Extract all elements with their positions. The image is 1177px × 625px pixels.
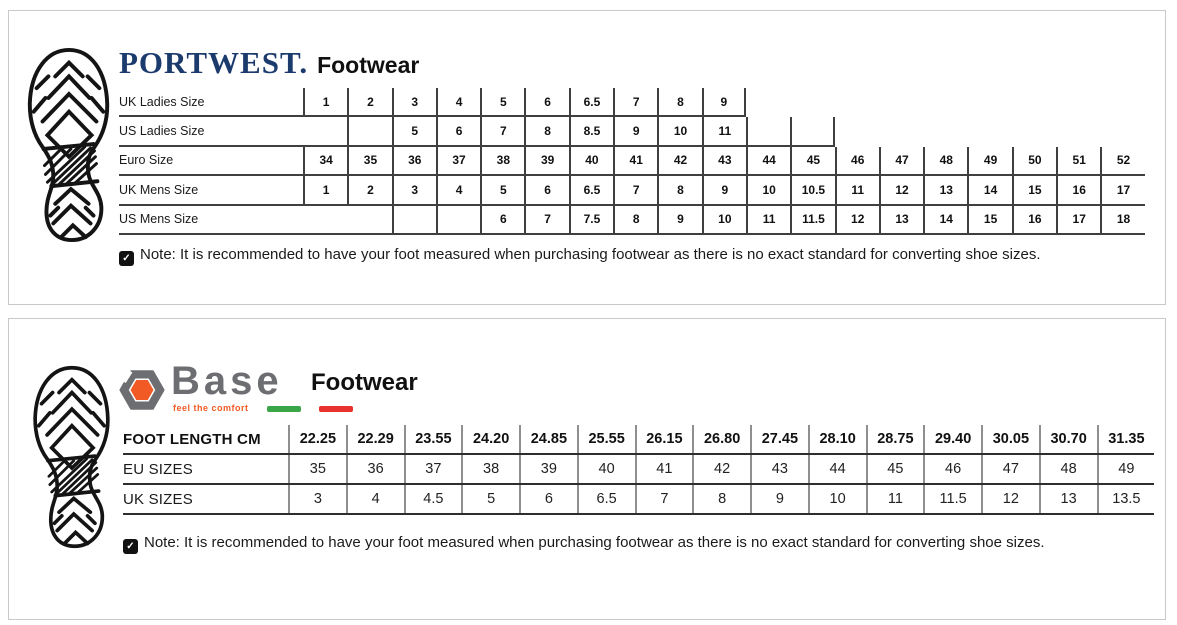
size-cell: 9 bbox=[657, 206, 701, 233]
table-row bbox=[119, 117, 835, 146]
size-cell: 9 bbox=[702, 88, 746, 115]
size-cell: 45 bbox=[790, 147, 834, 174]
size-cell: 4 bbox=[436, 176, 480, 203]
size-cell: 25.55 bbox=[577, 425, 635, 453]
size-cell: 42 bbox=[692, 455, 750, 483]
size-cell: 4 bbox=[436, 88, 480, 115]
size-cell: 11 bbox=[866, 485, 924, 513]
note-check-icon: ✓ bbox=[119, 251, 134, 266]
panel-title: Footwear bbox=[311, 369, 418, 396]
size-cell: 1 bbox=[303, 176, 347, 203]
size-cell: 13 bbox=[923, 176, 967, 203]
size-cell: 49 bbox=[967, 147, 1011, 174]
size-cell: 13.5 bbox=[1097, 485, 1155, 513]
size-cell: 35 bbox=[347, 147, 391, 174]
size-cell: 8.5 bbox=[569, 117, 613, 144]
size-cell: 2 bbox=[347, 88, 391, 115]
size-cell: 43 bbox=[702, 147, 746, 174]
size-cell: 8 bbox=[524, 117, 568, 144]
size-cell: 26.15 bbox=[635, 425, 693, 453]
size-cell: 5 bbox=[480, 88, 524, 115]
size-cell: 38 bbox=[480, 147, 524, 174]
size-cell: 14 bbox=[967, 176, 1011, 203]
row-label: UK Mens Size bbox=[119, 182, 199, 197]
table-row bbox=[119, 176, 1145, 205]
size-cell: 11.5 bbox=[790, 206, 834, 233]
size-cell: 11 bbox=[702, 117, 746, 144]
size-cell: 2 bbox=[347, 176, 391, 203]
size-cell: 1 bbox=[303, 88, 347, 115]
size-cell: 3 bbox=[392, 88, 436, 115]
table-row bbox=[123, 455, 1154, 485]
size-cell bbox=[746, 117, 790, 144]
size-cell: 31.35 bbox=[1097, 425, 1155, 453]
size-cell bbox=[790, 117, 834, 144]
tagline-text: feel the comfort bbox=[173, 403, 249, 413]
size-cell: 30.05 bbox=[981, 425, 1039, 453]
size-cell: 44 bbox=[746, 147, 790, 174]
row-label: US Ladies Size bbox=[119, 124, 205, 139]
portwest-size-chart-panel bbox=[8, 10, 1166, 305]
size-cell: 28.10 bbox=[808, 425, 866, 453]
portwest-size-table bbox=[119, 88, 1145, 235]
size-cell: 5 bbox=[461, 485, 519, 513]
row-label: UK SIZES bbox=[123, 490, 193, 508]
size-cell: 41 bbox=[613, 147, 657, 174]
size-cell: 11 bbox=[835, 176, 879, 203]
size-cell: 6 bbox=[524, 176, 568, 203]
row-label: UK Ladies Size bbox=[119, 94, 205, 109]
size-cell: 9 bbox=[613, 117, 657, 144]
size-cell: 16 bbox=[1012, 206, 1056, 233]
size-cell: 18 bbox=[1100, 206, 1144, 233]
table-row bbox=[119, 147, 1145, 176]
size-cell: 38 bbox=[461, 455, 519, 483]
size-cell: 6 bbox=[436, 117, 480, 144]
size-cell: 11 bbox=[746, 206, 790, 233]
table-row bbox=[123, 425, 1154, 455]
base-tagline bbox=[173, 403, 353, 413]
base-logo: Base bbox=[171, 359, 283, 403]
note-text: Note: It is recommended to have your foot measured when purchasing footwear as there is no exact standard for converting shoe sizes. bbox=[144, 534, 1045, 551]
size-cell: 23.55 bbox=[404, 425, 462, 453]
size-cell: 22.29 bbox=[346, 425, 404, 453]
portwest-header bbox=[119, 45, 419, 81]
portwest-logo: PORTWEST. bbox=[119, 45, 309, 80]
size-cell: 46 bbox=[923, 455, 981, 483]
size-cell: 27.45 bbox=[750, 425, 808, 453]
size-cell: 8 bbox=[613, 206, 657, 233]
size-cell: 12 bbox=[879, 176, 923, 203]
note bbox=[123, 534, 1044, 554]
panel-title: Footwear bbox=[317, 52, 420, 78]
base-hexagon-icon bbox=[119, 367, 165, 413]
size-cell: 4 bbox=[346, 485, 404, 513]
size-cell: 51 bbox=[1056, 147, 1100, 174]
size-cell: 15 bbox=[1012, 176, 1056, 203]
table-row bbox=[119, 88, 746, 117]
size-cell: 7 bbox=[613, 176, 657, 203]
size-cell: 10 bbox=[746, 176, 790, 203]
row-label: Euro Size bbox=[119, 153, 174, 168]
size-cell: 49 bbox=[1097, 455, 1155, 483]
size-cell: 42 bbox=[657, 147, 701, 174]
size-cell: 6.5 bbox=[569, 176, 613, 203]
size-cell: 10 bbox=[657, 117, 701, 144]
size-cell: 39 bbox=[519, 455, 577, 483]
size-cell: 34 bbox=[303, 147, 347, 174]
size-cell: 14 bbox=[923, 206, 967, 233]
size-cell bbox=[347, 117, 391, 144]
base-size-table bbox=[123, 425, 1154, 515]
size-cell: 6 bbox=[519, 485, 577, 513]
note-check-icon: ✓ bbox=[123, 539, 138, 554]
shoe-sole-print-icon bbox=[29, 365, 113, 549]
size-cell: 15 bbox=[967, 206, 1011, 233]
row-label: FOOT LENGTH CM bbox=[123, 430, 261, 448]
size-cell: 7.5 bbox=[569, 206, 613, 233]
size-cell: 5 bbox=[392, 117, 436, 144]
size-cell: 28.75 bbox=[866, 425, 924, 453]
size-cell: 46 bbox=[835, 147, 879, 174]
size-cell: 7 bbox=[524, 206, 568, 233]
size-cell: 48 bbox=[1039, 455, 1097, 483]
size-cell: 22.25 bbox=[288, 425, 346, 453]
size-cell: 9 bbox=[702, 176, 746, 203]
note-text: Note: It is recommended to have your foot measured when purchasing footwear as there is no exact standard for converting shoe sizes. bbox=[140, 246, 1041, 263]
size-cell: 8 bbox=[657, 88, 701, 115]
size-cell: 8 bbox=[657, 176, 701, 203]
size-cell: 39 bbox=[524, 147, 568, 174]
size-cell: 10 bbox=[808, 485, 866, 513]
size-cell: 12 bbox=[835, 206, 879, 233]
size-cell: 6 bbox=[480, 206, 524, 233]
size-cell: 35 bbox=[288, 455, 346, 483]
size-cell: 26.80 bbox=[692, 425, 750, 453]
note bbox=[119, 246, 1040, 266]
size-cell: 6.5 bbox=[569, 88, 613, 115]
size-cell: 10 bbox=[702, 206, 746, 233]
flag-green-bar bbox=[267, 406, 301, 412]
size-cell: 44 bbox=[808, 455, 866, 483]
size-cell: 41 bbox=[635, 455, 693, 483]
table-row bbox=[123, 485, 1154, 515]
size-cell: 7 bbox=[480, 117, 524, 144]
size-cell: 3 bbox=[392, 176, 436, 203]
size-cell: 13 bbox=[879, 206, 923, 233]
size-cell: 3 bbox=[288, 485, 346, 513]
size-cell: 40 bbox=[569, 147, 613, 174]
size-cell: 13 bbox=[1039, 485, 1097, 513]
size-cell: 5 bbox=[480, 176, 524, 203]
table-row bbox=[119, 206, 1145, 235]
size-cell: 12 bbox=[981, 485, 1039, 513]
size-cell: 36 bbox=[346, 455, 404, 483]
base-size-chart-panel bbox=[8, 318, 1166, 620]
size-cell: 48 bbox=[923, 147, 967, 174]
size-cell: 36 bbox=[392, 147, 436, 174]
size-cell: 29.40 bbox=[923, 425, 981, 453]
size-cell: 52 bbox=[1100, 147, 1144, 174]
size-cell: 50 bbox=[1012, 147, 1056, 174]
size-cell: 6.5 bbox=[577, 485, 635, 513]
size-cell: 47 bbox=[981, 455, 1039, 483]
size-cell: 4.5 bbox=[404, 485, 462, 513]
size-cell: 47 bbox=[879, 147, 923, 174]
size-cell: 45 bbox=[866, 455, 924, 483]
size-cell: 40 bbox=[577, 455, 635, 483]
row-label: US Mens Size bbox=[119, 212, 199, 227]
size-cell: 17 bbox=[1100, 176, 1144, 203]
size-cell: 9 bbox=[750, 485, 808, 513]
size-cell: 7 bbox=[635, 485, 693, 513]
size-cell: 10.5 bbox=[790, 176, 834, 203]
size-cell: 43 bbox=[750, 455, 808, 483]
size-cell: 30.70 bbox=[1039, 425, 1097, 453]
size-cell: 37 bbox=[404, 455, 462, 483]
size-cell: 7 bbox=[613, 88, 657, 115]
size-cell: 17 bbox=[1056, 206, 1100, 233]
size-cell: 8 bbox=[692, 485, 750, 513]
size-cell: 24.20 bbox=[461, 425, 519, 453]
size-cell: 37 bbox=[436, 147, 480, 174]
flag-red-bar bbox=[319, 406, 353, 412]
shoe-sole-print-icon bbox=[23, 47, 113, 243]
size-cell: 16 bbox=[1056, 176, 1100, 203]
size-cell bbox=[436, 206, 480, 233]
size-cell: 6 bbox=[524, 88, 568, 115]
size-cell: 11.5 bbox=[923, 485, 981, 513]
size-cell bbox=[392, 206, 436, 233]
row-label: EU SIZES bbox=[123, 460, 193, 478]
size-cell: 24.85 bbox=[519, 425, 577, 453]
